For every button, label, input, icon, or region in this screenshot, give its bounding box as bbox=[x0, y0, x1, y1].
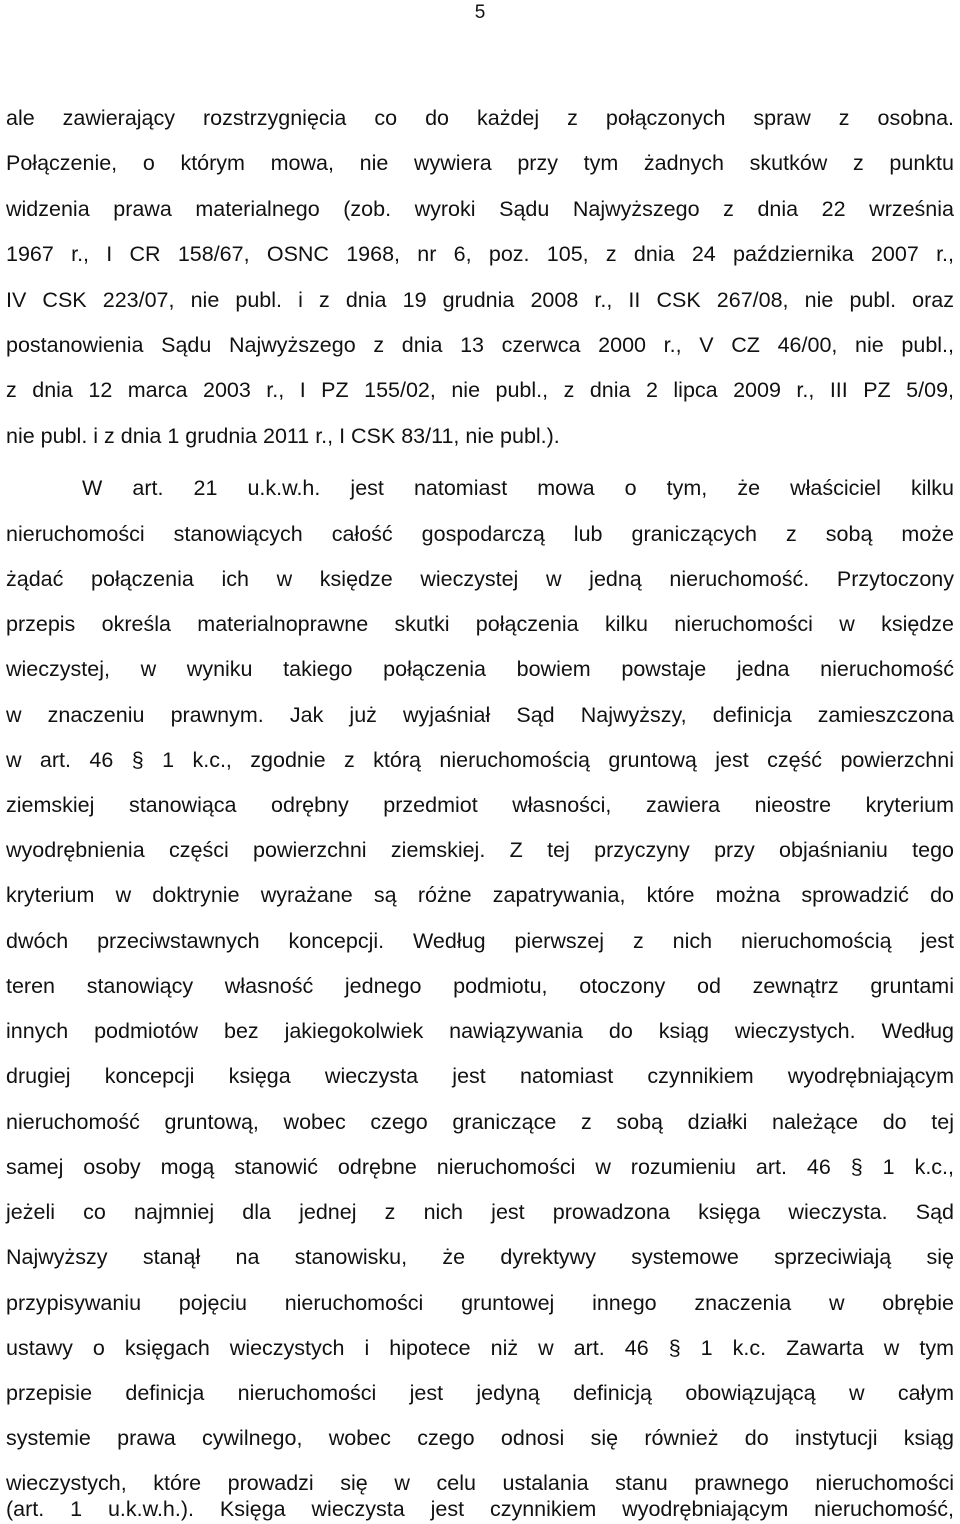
text-line: ale zawierający rozstrzygnięcia co do każdej z połączonych spraw z osobna. bbox=[6, 106, 954, 130]
text-line: żądać połączenia ich w księdze wieczystej w jedną nieruchomość. Przytoczony bbox=[6, 567, 954, 591]
text-line: dwóch przeciwstawnych koncepcji. Według pierwszej z nich nieruchomością jest bbox=[6, 929, 954, 953]
text-line: ziemskiej stanowiąca odrębny przedmiot własności, zawiera nieostre kryterium bbox=[6, 793, 954, 817]
text-line: samej osoby mogą stanowić odrębne nieruchomości w rozumieniu art. 46 § 1 k.c., bbox=[6, 1155, 954, 1179]
text-line: w znaczeniu prawnym. Jak już wyjaśniał Sąd Najwyższy, definicja zamieszczona bbox=[6, 703, 954, 727]
text-line: innych podmiotów bez jakiegokolwiek nawiązywania do ksiąg wieczystych. Według bbox=[6, 1019, 954, 1043]
text-line: wieczystych, które prowadzi się w celu ustalania stanu prawnego nieruchomości bbox=[6, 1471, 954, 1495]
text-line: Połączenie, o którym mowa, nie wywiera przy tym żadnych skutków z punktu bbox=[6, 151, 954, 175]
text-line: teren stanowiący własność jednego podmiotu, otoczony od zewnątrz gruntami bbox=[6, 974, 954, 998]
text-line: jeżeli co najmniej dla jednej z nich jest prowadzona księga wieczysta. Sąd bbox=[6, 1200, 954, 1224]
text-line: widzenia prawa materialnego (zob. wyroki Sądu Najwyższego z dnia 22 września bbox=[6, 197, 954, 221]
text-line: ustawy o księgach wieczystych i hipotece niż w art. 46 § 1 k.c. Zawarta w tym bbox=[6, 1336, 954, 1360]
text-line: wieczystej, w wyniku takiego połączenia bowiem powstaje jedna nieruchomość bbox=[6, 657, 954, 681]
text-line: kryterium w doktrynie wyrażane są różne zapatrywania, które można sprowadzić do bbox=[6, 883, 954, 907]
text-line: przypisywaniu pojęciu nieruchomości gruntowej innego znaczenia w obrębie bbox=[6, 1291, 954, 1315]
text-line: nie publ. i z dnia 1 grudnia 2011 r., I CSK 83/11, nie publ.). bbox=[6, 424, 560, 448]
text-line: przepisie definicja nieruchomości jest jedyną definicją obowiązującą w całym bbox=[6, 1381, 954, 1405]
text-line: w art. 46 § 1 k.c., zgodnie z którą nieruchomością gruntową jest część powierzchni bbox=[6, 748, 954, 772]
text-line: IV CSK 223/07, nie publ. i z dnia 19 grudnia 2008 r., II CSK 267/08, nie publ. oraz bbox=[6, 288, 954, 312]
text-line: drugiej koncepcji księga wieczysta jest natomiast czynnikiem wyodrębniającym bbox=[6, 1064, 954, 1088]
text-line: W art. 21 u.k.w.h. jest natomiast mowa o tym, że właściciel kilku bbox=[82, 476, 954, 500]
text-line: 1967 r., I CR 158/67, OSNC 1968, nr 6, poz. 105, z dnia 24 października 2007 r., bbox=[6, 242, 954, 266]
text-line: (art. 1 u.k.w.h.). Księga wieczysta jest czynnikiem wyodrębniającym nieruchomość, bbox=[6, 1497, 954, 1521]
text-line: nieruchomość gruntową, wobec czego graniczące z sobą działki należące do tej bbox=[6, 1110, 954, 1134]
text-line: postanowienia Sądu Najwyższego z dnia 13 czerwca 2000 r., V CZ 46/00, nie publ., bbox=[6, 333, 954, 357]
text-line: wyodrębnienia części powierzchni ziemskiej. Z tej przyczyny przy objaśnianiu tego bbox=[6, 838, 954, 862]
page-number: 5 bbox=[474, 2, 486, 23]
text-line: z dnia 12 marca 2003 r., I PZ 155/02, nie publ., z dnia 2 lipca 2009 r., III PZ 5/09, bbox=[6, 378, 954, 402]
text-line: przepis określa materialnoprawne skutki połączenia kilku nieruchomości w księdze bbox=[6, 612, 954, 636]
text-line: systemie prawa cywilnego, wobec czego odnosi się również do instytucji ksiąg bbox=[6, 1426, 954, 1450]
text-line: nieruchomości stanowiących całość gospodarczą lub graniczących z sobą może bbox=[6, 522, 954, 546]
text-line: Najwyższy stanął na stanowisku, że dyrektywy systemowe sprzeciwiają się bbox=[6, 1245, 954, 1269]
